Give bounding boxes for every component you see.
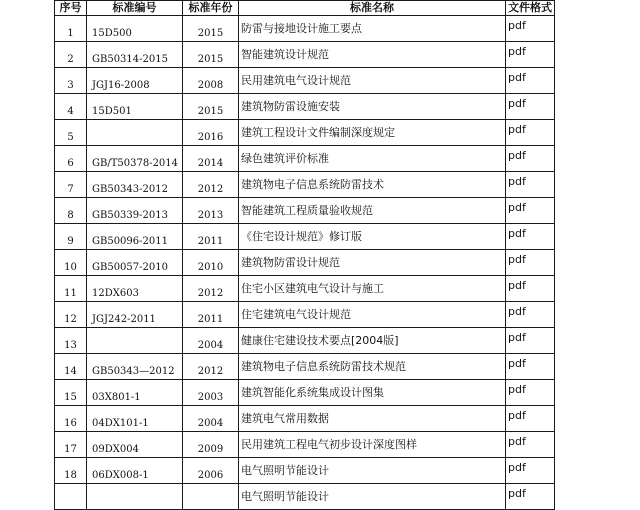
row-number-cell[interactable]: 3 <box>55 68 87 94</box>
standard-year-cell[interactable]: 2011 <box>183 224 239 250</box>
standard-name-cell[interactable]: 健康住宅建设技术要点[2004版] <box>239 328 506 354</box>
standards-table <box>54 0 555 510</box>
standard-year-cell[interactable]: 2015 <box>183 94 239 120</box>
row-number-cell[interactable]: 1 <box>55 16 87 42</box>
standard-name-cell[interactable]: 建筑电气常用数据 <box>239 406 506 432</box>
file-format-cell[interactable]: pdf <box>506 484 555 510</box>
standard-name-cell[interactable]: 电气照明节能设计 <box>239 484 506 510</box>
standard-name-cell[interactable]: 民用建筑电气设计规范 <box>239 68 506 94</box>
standard-code-cell[interactable] <box>87 484 183 510</box>
standard-name-cell[interactable]: 建筑物电子信息系统防雷技术 <box>239 172 506 198</box>
row-number-cell[interactable]: 12 <box>55 302 87 328</box>
standard-code-cell[interactable]: 04DX101-1 <box>87 406 183 432</box>
standard-name-cell[interactable]: 电气照明节能设计 <box>239 458 506 484</box>
standard-code-cell[interactable]: GB50096-2011 <box>87 224 183 250</box>
row-number-cell[interactable]: 18 <box>55 458 87 484</box>
standard-name-cell[interactable]: 防雷与接地设计施工要点 <box>239 16 506 42</box>
standard-year-cell[interactable]: 2009 <box>183 432 239 458</box>
file-format-cell[interactable]: pdf <box>506 406 555 432</box>
header-row <box>55 1 555 16</box>
table-row <box>55 302 555 328</box>
table-row <box>55 328 555 354</box>
table-row <box>55 146 555 172</box>
file-format-cell[interactable]: pdf <box>506 250 555 276</box>
standard-code-cell[interactable]: JGJ16-2008 <box>87 68 183 94</box>
standard-year-cell[interactable]: 2003 <box>183 380 239 406</box>
table-row <box>55 42 555 68</box>
table-row <box>55 380 555 406</box>
header-cell-no[interactable]: 序号 <box>55 1 87 16</box>
file-format-cell[interactable]: pdf <box>506 94 555 120</box>
table-row <box>55 432 555 458</box>
standard-name-cell[interactable]: 民用建筑工程电气初步设计深度图样 <box>239 432 506 458</box>
standard-name-cell[interactable]: 建筑物防雷设计规范 <box>239 250 506 276</box>
standard-name-cell[interactable]: 建筑工程设计文件编制深度规定 <box>239 120 506 146</box>
standard-name-cell[interactable]: 智能建筑工程质量验收规范 <box>239 198 506 224</box>
row-number-cell[interactable]: 17 <box>55 432 87 458</box>
header-cell-format[interactable]: 文件格式 <box>506 1 555 16</box>
standard-name-cell[interactable]: 住宅小区建筑电气设计与施工 <box>239 276 506 302</box>
file-format-cell[interactable]: pdf <box>506 302 555 328</box>
file-format-cell[interactable]: pdf <box>506 68 555 94</box>
file-format-cell[interactable]: pdf <box>506 120 555 146</box>
standard-year-cell[interactable]: 2014 <box>183 146 239 172</box>
file-format-cell[interactable]: pdf <box>506 432 555 458</box>
file-format-cell[interactable]: pdf <box>506 354 555 380</box>
standard-code-cell[interactable]: GB/T50378-2014 <box>87 146 183 172</box>
header-cell-year[interactable]: 标准年份 <box>183 1 239 16</box>
standard-code-cell[interactable] <box>87 328 183 354</box>
row-number-cell[interactable]: 4 <box>55 94 87 120</box>
standard-year-cell[interactable]: 2006 <box>183 458 239 484</box>
standard-year-cell[interactable]: 2015 <box>183 16 239 42</box>
table-row <box>55 198 555 224</box>
row-number-cell[interactable]: 15 <box>55 380 87 406</box>
standard-code-cell[interactable]: 09DX004 <box>87 432 183 458</box>
standard-year-cell[interactable]: 2012 <box>183 172 239 198</box>
header-cell-code[interactable]: 标准编号 <box>87 1 183 16</box>
standard-code-cell[interactable]: 12DX603 <box>87 276 183 302</box>
standard-name-cell[interactable]: 建筑物电子信息系统防雷技术规范 <box>239 354 506 380</box>
standard-code-cell[interactable]: GB50343-2012 <box>87 172 183 198</box>
row-number-cell[interactable]: 10 <box>55 250 87 276</box>
standard-year-cell[interactable]: 2013 <box>183 198 239 224</box>
file-format-cell[interactable]: pdf <box>506 16 555 42</box>
row-number-cell[interactable]: 5 <box>55 120 87 146</box>
file-format-cell[interactable]: pdf <box>506 328 555 354</box>
standard-name-cell[interactable]: 住宅建筑电气设计规范 <box>239 302 506 328</box>
file-format-cell[interactable]: pdf <box>506 224 555 250</box>
standard-name-cell[interactable]: 建筑物防雷设施安装 <box>239 94 506 120</box>
file-format-cell[interactable]: pdf <box>506 146 555 172</box>
row-number-cell[interactable]: 14 <box>55 354 87 380</box>
standard-code-cell[interactable]: GB50339-2013 <box>87 198 183 224</box>
row-number-cell[interactable]: 6 <box>55 146 87 172</box>
standard-name-cell[interactable]: 建筑智能化系统集成设计图集 <box>239 380 506 406</box>
standard-code-cell[interactable]: 03X801-1 <box>87 380 183 406</box>
table-row <box>55 354 555 380</box>
table-row <box>55 120 555 146</box>
standard-year-cell[interactable]: 2008 <box>183 68 239 94</box>
standard-year-cell[interactable]: 2010 <box>183 250 239 276</box>
standard-year-cell[interactable]: 2012 <box>183 276 239 302</box>
row-number-cell[interactable]: 16 <box>55 406 87 432</box>
table-row <box>55 484 555 510</box>
standard-year-cell[interactable]: 2004 <box>183 328 239 354</box>
standard-code-cell[interactable]: GB50314-2015 <box>87 42 183 68</box>
row-number-cell[interactable]: 8 <box>55 198 87 224</box>
standard-year-cell[interactable]: 2015 <box>183 42 239 68</box>
row-number-cell[interactable]: 9 <box>55 224 87 250</box>
standard-code-cell[interactable]: GB50057-2010 <box>87 250 183 276</box>
spreadsheet <box>54 0 554 510</box>
table-row <box>55 94 555 120</box>
file-format-cell[interactable]: pdf <box>506 42 555 68</box>
header-cell-name[interactable]: 标准名称 <box>239 1 506 16</box>
standard-code-cell[interactable]: JGJ242-2011 <box>87 302 183 328</box>
standard-code-cell[interactable] <box>87 120 183 146</box>
row-number-cell[interactable]: 11 <box>55 276 87 302</box>
table-row <box>55 406 555 432</box>
standard-year-cell[interactable] <box>183 484 239 510</box>
table-row <box>55 16 555 42</box>
standard-year-cell[interactable]: 2012 <box>183 354 239 380</box>
file-format-cell[interactable]: pdf <box>506 276 555 302</box>
standard-code-cell[interactable]: 15D501 <box>87 94 183 120</box>
standard-code-cell[interactable]: 06DX008-1 <box>87 458 183 484</box>
row-number-cell[interactable]: 7 <box>55 172 87 198</box>
table-row <box>55 172 555 198</box>
table-row <box>55 224 555 250</box>
standard-name-cell[interactable]: 智能建筑设计规范 <box>239 42 506 68</box>
standard-year-cell[interactable]: 2011 <box>183 302 239 328</box>
standard-name-cell[interactable]: 绿色建筑评价标准 <box>239 146 506 172</box>
table-row <box>55 68 555 94</box>
file-format-cell[interactable]: pdf <box>506 380 555 406</box>
file-format-cell[interactable]: pdf <box>506 172 555 198</box>
row-number-cell[interactable]: 13 <box>55 328 87 354</box>
table-row <box>55 250 555 276</box>
row-number-cell[interactable] <box>55 484 87 510</box>
file-format-cell[interactable]: pdf <box>506 198 555 224</box>
standard-year-cell[interactable]: 2016 <box>183 120 239 146</box>
standard-code-cell[interactable]: GB50343—2012 <box>87 354 183 380</box>
row-number-cell[interactable]: 2 <box>55 42 87 68</box>
standard-code-cell[interactable]: 15D500 <box>87 16 183 42</box>
standard-year-cell[interactable]: 2004 <box>183 406 239 432</box>
standard-name-cell[interactable]: 《住宅设计规范》修订版 <box>239 224 506 250</box>
table-row <box>55 458 555 484</box>
file-format-cell[interactable]: pdf <box>506 458 555 484</box>
table-row <box>55 276 555 302</box>
